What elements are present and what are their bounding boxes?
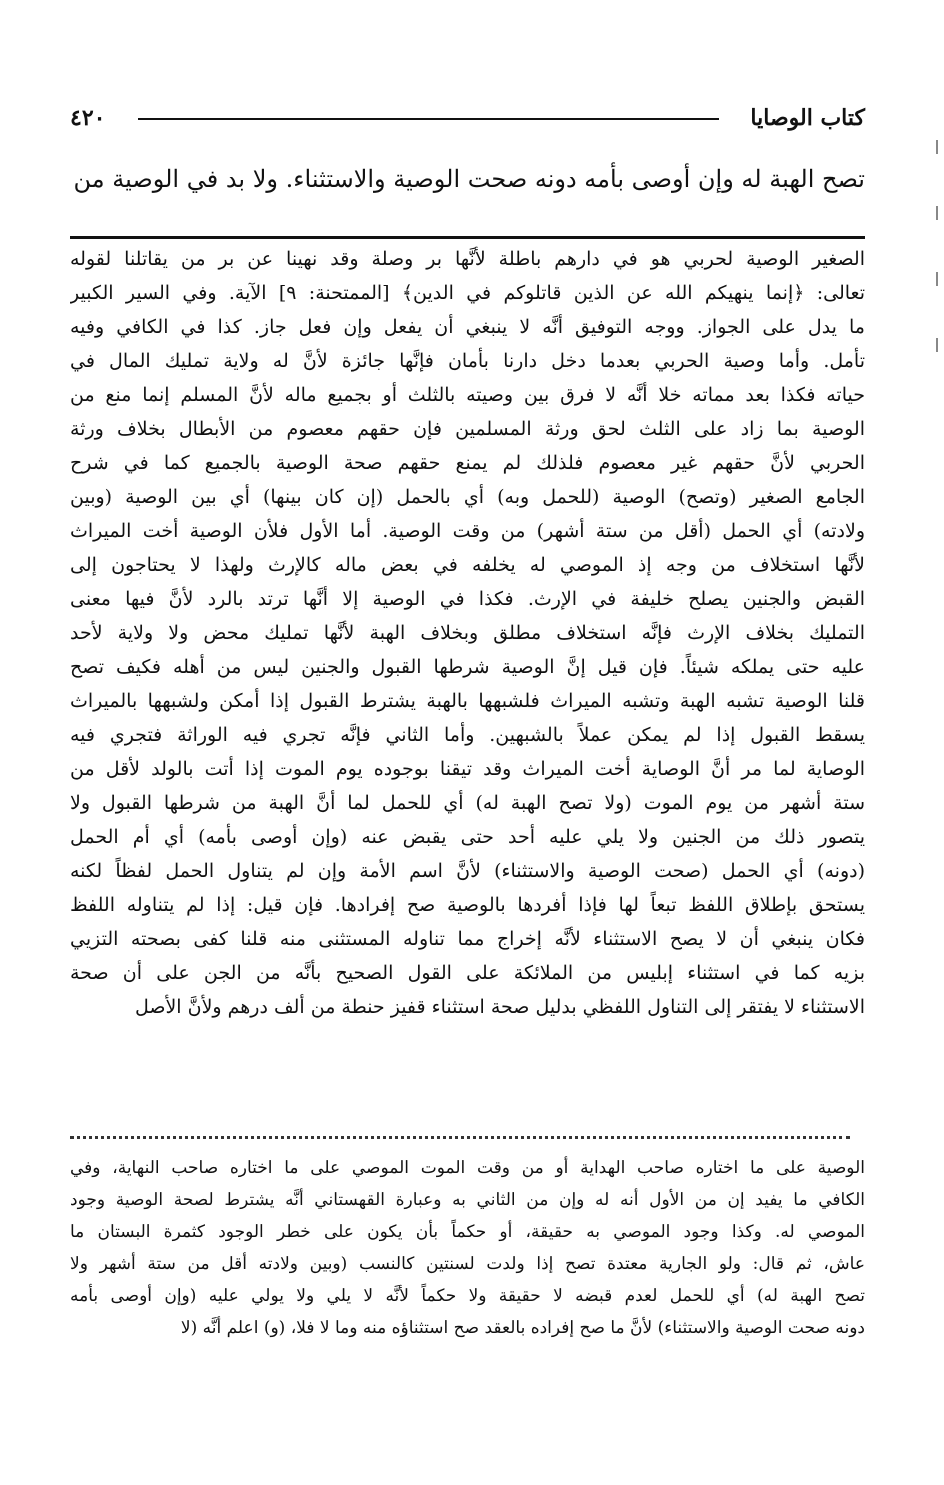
- footnote-line: دونه صحت الوصية والاستثناء) لأنَّ ما صح إفراده بالعقد صح استثناؤه منه وما لا فلا، (و) اعلم أنَّه (لا: [180, 1318, 865, 1338]
- commentary-line: الصغير الوصية لحربي هو في دارهم باطلة لأنَّها بر وصلة وقد نهينا عن بر من يقاتلنا لقوله: [70, 248, 865, 270]
- commentary-line: الجامع الصغير (وتصح) الوصية (للحمل وبه) أي بالحمل (إن كان بينها) أي بين الوصية (وبين: [70, 486, 865, 508]
- commentary-line: (دونه) أي الحمل (صحت الوصية والاستثناء) لأنَّ اسم الأمة وإن لم يتناول الحمل لفظاً لكنه: [70, 860, 865, 882]
- commentary-line: الوصاية لما مر أنَّ الوصاية أخت الميراث وقد تيقنا بوجوده يوم الموت إذا أتت بالولد لأقل من: [70, 758, 865, 780]
- separator-rule: [70, 236, 865, 239]
- commentary-line: التمليك بخلاف الإرث فإنَّه استخلاف مطلق وبخلاف الهبة لأنَّها تمليك محض ولا ولاية لأحد: [70, 622, 865, 644]
- commentary-line: حياته فكذا بعد مماته خلا أنَّه لا فرق بين وصيته بالثلث أو بجميع ماله لأنَّ المسلم إنما منع من: [70, 384, 865, 406]
- page-number: ٤٢٠: [70, 105, 106, 131]
- commentary-line: عليه حتى يملكه شيئاً. فإن قيل إنَّ الوصية شرطها القبول والجنين ليس من أهله فكيف تصح: [70, 656, 865, 678]
- footnote-body: [70, 1152, 865, 1344]
- footnote-separator: [70, 1136, 850, 1139]
- commentary-line: يتصور ذلك من الجنين ولا يلي عليه أحد حتى يقبض عنه (وإن أوصى بأمه) أي أم الحمل: [70, 826, 865, 848]
- commentary-line: الوصية بما زاد على الثلث لحق ورثة المسلمين فإن حقهم معصوم من الأبطال بخلاف ورثة: [70, 418, 865, 440]
- footnote-line: عاش، ثم قال: ولو الجارية معتدة تصح إذا ولدت لسنتين كالنسب (وبين ولادته أقل من ستة أشهر ولا: [70, 1254, 865, 1274]
- commentary-line: الاستثناء لا يفتقر إلى التناول اللفظي بدليل صحة استثناء قفيز حنطة من ألف درهم ولأنَّ الأصل: [134, 996, 865, 1018]
- commentary-line: تأمل. وأما وصية الحربي بعدما دخل دارنا بأمان فإنَّها جائزة لأنَّ له ولاية تمليك المال في: [70, 350, 865, 372]
- commentary-body: [70, 242, 865, 1132]
- commentary-line: يستحق بإطلاق اللفظ تبعاً لها فإذا أفردها بالوصية صح إفرادها. فإن قيل: إذا لم يتناوله اللفظ: [70, 894, 865, 916]
- commentary-line: يسقط القبول إذا لم يمكن عملاً بالشبهين. وأما الثاني فإنَّه تجري فيه الوراثة فتجري فيه: [70, 724, 865, 746]
- footnote-line: الموصي له. وكذا وجود الموصي به حقيقة، أو حكماً بأن يكون على خطر الوجود كثمرة البستان ما: [70, 1222, 865, 1242]
- footnote-line: الكافي ما يفيد إن من الأول أنه له وإن من الثاني به وعبارة القهستاني أنَّه يشترط لصحة الوصية وجود: [70, 1190, 865, 1210]
- matn-text: تصح الهبة له وإن أوصى بأمه دونه صحت الوصية والاستثناء. ولا بد في الوصية من: [73, 165, 865, 193]
- commentary-line: ولادته) أي الحمل (أقل من ستة أشهر) من وقت الوصية. أما الأول فلأن الوصية أخت الميراث: [70, 520, 865, 542]
- commentary-line: فكان ينبغي أن لا يصح الاستثناء لأنَّه إخراج مما تناوله المستثنى منه قلنا كفى بصحته التزيي: [70, 928, 865, 950]
- header-rule: [138, 118, 719, 120]
- commentary-line: قلنا الوصية تشبه الهبة وتشبه الميراث فلشبهها بالهبة يشترط القبول إذا أمكن ولشبهها بالميراث: [70, 690, 865, 712]
- commentary-line: القبض والجنين يصلح خليفة في الإرث. فكذا في الوصية إلا أنَّها ترتد بالرد لأنَّ فيها معنى: [70, 588, 865, 610]
- commentary-line: ما يدل على الجواز. ووجه التوفيق أنَّه لا ينبغي أن يفعل وإن فعل جاز. كذا في الكافي وفيه: [70, 316, 865, 338]
- commentary-line: لأنَّها استخلاف من وجه إذ الموصي له يخلفه في بعض ماله كالإرث ولهذا لا يحتاجون إلى: [70, 554, 865, 576]
- running-title: كتاب الوصايا: [750, 105, 865, 131]
- commentary-line: ستة أشهر من يوم الموت (ولا تصح الهبة له) أي للحمل لما أنَّ الهبة من شرطها القبول ولا: [70, 792, 865, 814]
- commentary-line: بزيه كما في استثناء إبليس من الملائكة على القول الصحيح بأنَّه من الجن على أن صحة: [70, 962, 865, 984]
- footnote-line: الوصية على ما اختاره صاحب الهداية أو من وقت الموت الموصي على ما اختاره صاحب النهاية، وفي: [70, 1158, 865, 1178]
- commentary-line: الحربي لأنَّ حقهم غير معصوم فلذلك لم يمنع حقهم صحة الوصية بالجميع كما في شرح: [70, 452, 865, 474]
- page-edge-marks: [934, 140, 940, 540]
- page-header: [70, 100, 865, 136]
- commentary-line: تعالى: ﴿إنما ينهيكم الله عن الذين قاتلوكم في الدين﴾ [الممتحنة: ٩] الآية. وفي السير الكبير: [70, 282, 865, 304]
- footnote-line: تصح الهبة له) أي للحمل لعدم قبضه لا حقيقة ولا حكماً لأنَّه لا يلي ولا يولي عليه (وإن أوصى بأمه: [70, 1286, 865, 1306]
